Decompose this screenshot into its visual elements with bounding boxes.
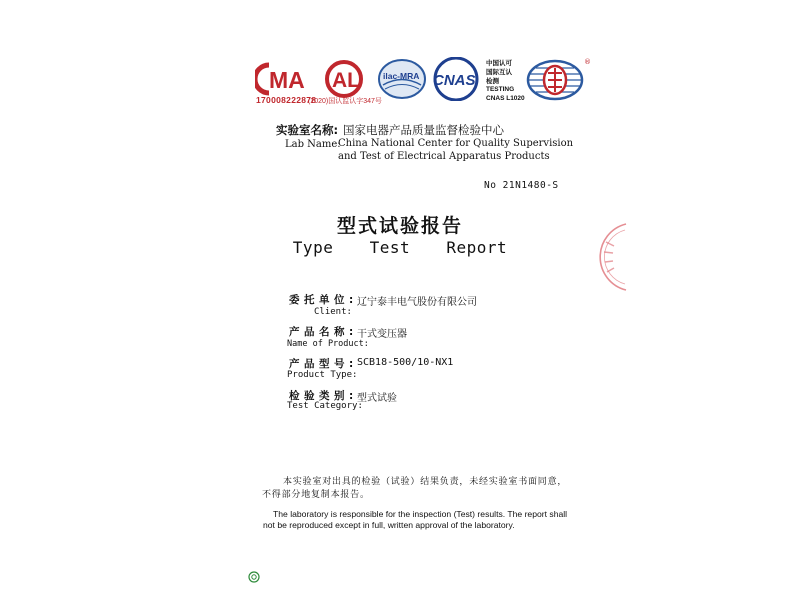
cnas-logo-text: CNAS	[433, 72, 476, 89]
lab-name-cn: 国家电器产品质量监督检验中心	[343, 123, 504, 137]
field-label-en: Product Type:	[287, 370, 358, 380]
cnas-mark-icon	[429, 57, 483, 101]
cnas-caption-en-2: CNAS L1020	[486, 95, 525, 102]
ilac-mra-text: ilac-MRA	[383, 71, 420, 81]
ilac-mra-logo	[377, 58, 427, 104]
footer-seal-icon	[248, 568, 260, 587]
lab-name-label-en: Lab Name:	[285, 139, 341, 150]
certification-globe-icon	[526, 59, 584, 101]
cqc-logo	[526, 59, 584, 105]
field-label-cn: 产品型号:	[289, 358, 358, 370]
lab-name-en-line2: and Test of Electrical Apparatus Products	[338, 151, 550, 162]
cnas-caption-cn-2: 国际互认	[486, 68, 512, 76]
field-label-cn: 检验类别:	[289, 390, 358, 402]
green-circle-icon	[248, 571, 260, 583]
field-label-cn: 产品名称:	[289, 326, 358, 338]
report-number: No 21N1480-S	[484, 180, 559, 191]
cnas-logo	[429, 57, 483, 105]
cma-logo-text: MA	[269, 67, 305, 93]
cal-logo-text: AL	[332, 69, 360, 92]
field-label-en: Name of Product:	[287, 339, 369, 349]
cma-mark-icon	[255, 62, 317, 96]
disclaimer-cn-line1: 本实验室对出具的检验（试验）结果负责，未经实验室书面同意，	[283, 477, 568, 487]
cnas-caption-cn-1: 中国认可	[486, 59, 512, 67]
cnas-caption-cn-3: 检测	[486, 77, 499, 85]
cal-mark-icon	[322, 59, 366, 99]
lab-name-label-cn: 实验室名称:	[276, 123, 339, 137]
field-value: 辽宁泰丰电气股份有限公司	[357, 297, 477, 308]
report-title-en: Type Test Report	[292, 238, 508, 257]
cal-logo	[322, 59, 366, 103]
lab-name-en-line1: China National Center for Quality Supervision	[338, 138, 574, 149]
field-value: 干式变压器	[357, 329, 407, 340]
disclaimer-en-line2: not be reproduced except in full, written approval of the laboratory.	[263, 520, 515, 530]
field-label-en: Test Category:	[287, 401, 363, 411]
ilac-mra-mark-icon	[377, 58, 427, 100]
field-label-cn: 委托单位:	[289, 294, 358, 306]
disclaimer-en-line1: The laboratory is responsible for the inspection (Test) results. The report shall	[273, 509, 568, 519]
seal-stamp-icon	[594, 222, 634, 292]
field-label-en: Client:	[314, 307, 352, 317]
cnas-caption-en-1: TESTING	[486, 86, 515, 93]
cma-registration-code: 170008222878	[256, 95, 317, 105]
field-value: SCB18-500/10-NX1	[357, 357, 454, 368]
cma-registration-note: (2020)国认监认字347号	[308, 98, 382, 105]
registered-trademark-icon: ®	[584, 58, 591, 66]
official-seal	[594, 222, 634, 296]
report-title-cn: 型式试验报告	[336, 215, 463, 237]
field-value: 型式试验	[357, 393, 397, 404]
disclaimer-cn-line2: 不得部分地复制本报告。	[262, 490, 370, 500]
